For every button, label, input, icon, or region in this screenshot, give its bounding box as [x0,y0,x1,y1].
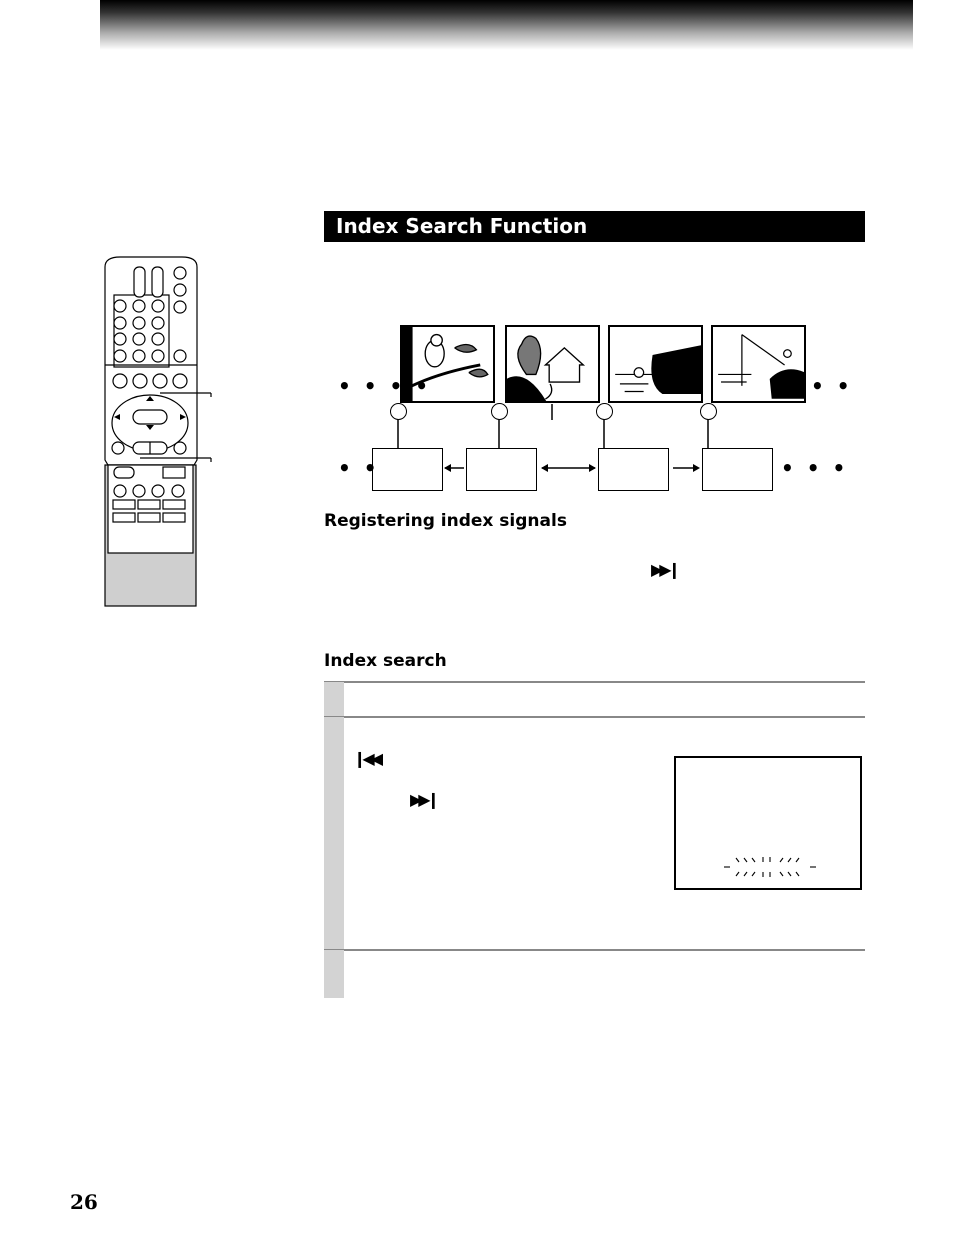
step-2-marker [324,717,344,949]
program-box [598,448,669,491]
remote-control-illustration [100,255,215,607]
index-signal-marker [390,403,407,420]
thumbnail-house [505,325,600,403]
step-3-marker [324,950,344,998]
section-title: Index Search Function [324,211,865,242]
index-signal-marker [596,403,613,420]
skip-forward-icon: ▶▶❙ [410,790,437,809]
continuation-dots-left: • • • • [338,374,432,398]
blinking-indicator-icon [720,854,820,884]
page-number: 26 [70,1190,98,1214]
skip-forward-icon: ▶▶❙ [651,560,678,579]
step-divider [324,681,865,683]
program-box [702,448,773,491]
index-signal-marker [491,403,508,420]
step-divider [324,949,865,951]
heading-index-search: Index search [324,651,447,671]
tv-screen-display [674,756,862,890]
index-signal-marker [700,403,717,420]
thumbnail-fisherman [711,325,806,403]
thumbnail-boat [608,325,703,403]
program-box [466,448,537,491]
continuation-dots-right: • • [811,374,853,398]
step-divider [324,716,865,718]
skip-back-icon: ❙◀◀ [353,749,380,768]
top-gradient-bar [100,0,913,50]
sequence-dots-left: • • [338,456,380,480]
step-1-marker [324,682,344,716]
program-box [372,448,443,491]
sequence-dots-right: • • • [781,456,849,480]
heading-registering-index-signals: Registering index signals [324,511,567,531]
